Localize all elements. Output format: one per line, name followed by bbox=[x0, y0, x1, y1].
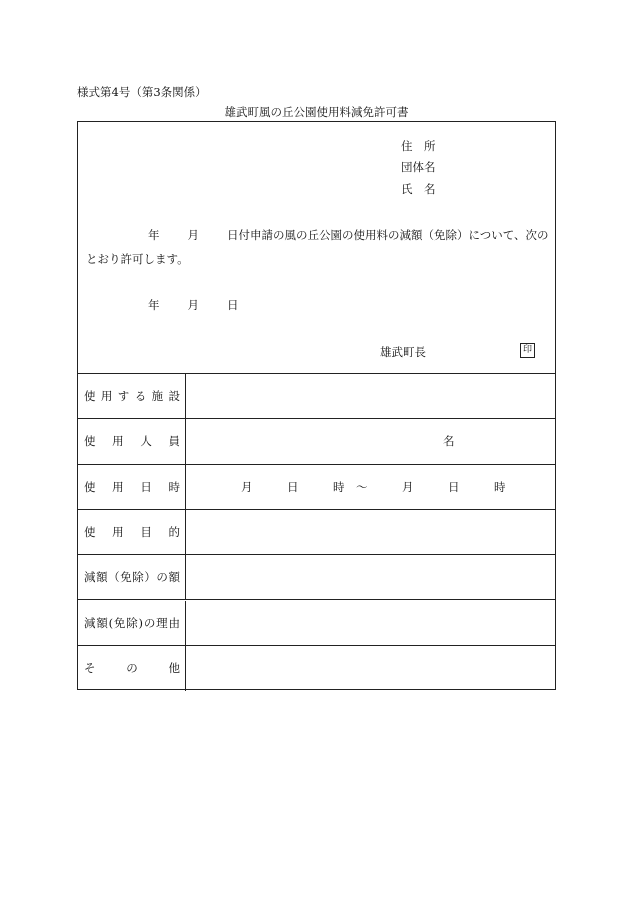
reduction-amount-row bbox=[78, 555, 555, 600]
attendees-label: 使用人員 bbox=[84, 434, 180, 449]
issue-month: 月 bbox=[187, 298, 199, 312]
address-label: 住 所 bbox=[401, 139, 436, 153]
attendees-row bbox=[78, 419, 555, 464]
organization-label: 団体名 bbox=[401, 160, 436, 174]
seal-mark: 印 bbox=[520, 343, 535, 358]
application-year: 年 bbox=[148, 228, 160, 242]
purpose-label: 使用目的 bbox=[84, 525, 180, 540]
permit-text-line1 bbox=[148, 227, 549, 243]
document-title: 雄武町風の丘公園使用料減免許可書 bbox=[224, 105, 409, 119]
reduction-amount-label: 減額（免除）の額 bbox=[84, 570, 180, 585]
facility-label: 使用する施設 bbox=[84, 389, 180, 404]
other-label: その他 bbox=[84, 661, 180, 676]
form-number: 様式第4号（第3条関係） bbox=[77, 85, 207, 99]
issue-year: 年 bbox=[148, 298, 160, 312]
application-month: 月 bbox=[187, 228, 199, 242]
usage-datetime-value: 月 日 時 ～ 月 日 時 bbox=[241, 479, 506, 494]
issue-date bbox=[148, 297, 239, 313]
purpose-row bbox=[78, 510, 555, 555]
reduction-reason-row bbox=[78, 601, 555, 646]
usage-datetime-row bbox=[78, 465, 555, 510]
permit-text-part2: とおり許可します。 bbox=[86, 252, 189, 266]
issue-day: 日 bbox=[227, 298, 239, 312]
other-row bbox=[78, 646, 555, 691]
usage-datetime-label: 使用日時 bbox=[84, 479, 180, 494]
attendees-unit: 名 bbox=[443, 434, 455, 449]
form-frame bbox=[77, 121, 556, 690]
permit-text-part1: 日付申請の風の丘公園の使用料の減額（免除）について、次の bbox=[227, 228, 549, 242]
permit-header-box bbox=[78, 122, 555, 374]
issuer-title: 雄武町長 bbox=[380, 345, 426, 359]
name-label: 氏 名 bbox=[401, 182, 436, 196]
facility-row bbox=[78, 374, 555, 419]
reduction-reason-label: 減額(免除)の理由 bbox=[84, 615, 180, 630]
